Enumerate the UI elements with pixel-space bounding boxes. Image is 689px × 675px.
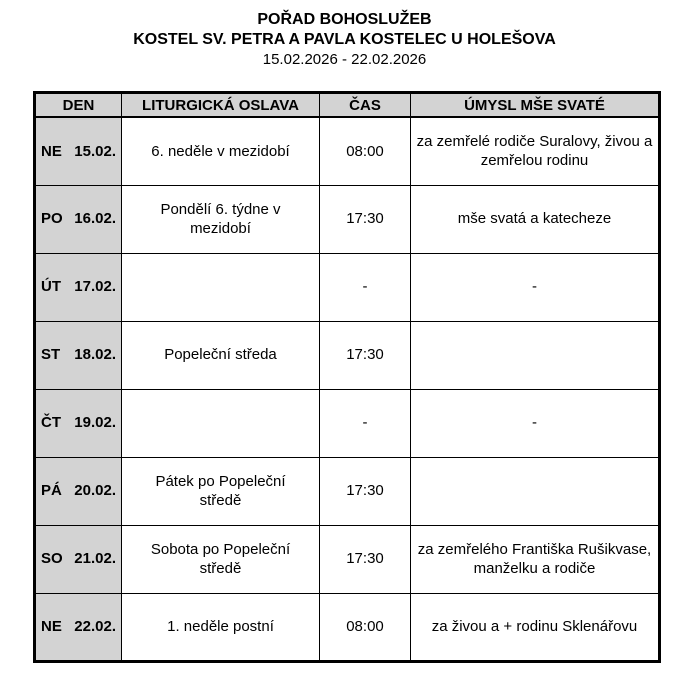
day-inner <box>41 345 116 365</box>
time-cell: 17:30 <box>320 321 411 389</box>
day-abbrev: PÁ <box>41 482 62 500</box>
column-header-den: DEN <box>35 93 122 118</box>
time-cell: 17:30 <box>320 185 411 253</box>
table-row <box>35 389 660 457</box>
table-row <box>35 185 660 253</box>
intention-cell: za zemřelé rodiče Suralovy, živou a zemřelou rodinu <box>411 117 660 185</box>
celebration-cell: Pondělí 6. týdne v mezidobí <box>122 185 320 253</box>
intention-cell <box>411 457 660 525</box>
day-date: 15.02. <box>74 142 116 160</box>
schedule-table <box>33 91 661 663</box>
day-abbrev: ÚT <box>41 278 61 296</box>
column-header-liturgicka-oslava: LITURGICKÁ OSLAVA <box>122 93 320 118</box>
celebration-cell <box>122 389 320 457</box>
day-cell <box>35 117 122 185</box>
day-abbrev: PO <box>41 210 63 228</box>
day-inner <box>41 413 116 433</box>
time-cell: 17:30 <box>320 525 411 593</box>
day-date: 19.02. <box>74 414 116 432</box>
table-row <box>35 321 660 389</box>
day-inner <box>41 617 116 637</box>
header-row <box>35 93 660 118</box>
table-row <box>35 253 660 321</box>
day-cell <box>35 389 122 457</box>
time-cell: 08:00 <box>320 117 411 185</box>
day-cell <box>35 525 122 593</box>
day-cell <box>35 253 122 321</box>
day-date: 17.02. <box>74 278 116 296</box>
day-date: 16.02. <box>74 210 116 228</box>
day-inner <box>41 142 116 162</box>
intention-cell: mše svatá a katecheze <box>411 185 660 253</box>
document-header <box>0 0 689 70</box>
day-abbrev: ČT <box>41 414 61 432</box>
day-inner <box>41 481 116 501</box>
day-cell <box>35 593 122 661</box>
column-header-umysl-mse-svate: ÚMYSL MŠE SVATÉ <box>411 93 660 118</box>
day-abbrev: NE <box>41 142 62 160</box>
day-cell <box>35 321 122 389</box>
celebration-cell: Pátek po Popeleční středě <box>122 457 320 525</box>
day-inner <box>41 277 116 297</box>
time-cell: - <box>320 253 411 321</box>
day-inner <box>41 209 116 229</box>
time-cell: 08:00 <box>320 593 411 661</box>
day-inner <box>41 549 116 569</box>
day-date: 20.02. <box>74 482 116 500</box>
time-cell: 17:30 <box>320 457 411 525</box>
intention-cell: - <box>411 389 660 457</box>
day-date: 18.02. <box>74 346 116 364</box>
table-row <box>35 525 660 593</box>
day-abbrev: ST <box>41 346 61 364</box>
table-row <box>35 593 660 661</box>
schedule-table-body <box>35 117 660 661</box>
intention-cell <box>411 321 660 389</box>
day-abbrev: SO <box>41 550 63 568</box>
day-cell <box>35 457 122 525</box>
schedule-table-head <box>35 93 660 118</box>
celebration-cell: Popeleční středa <box>122 321 320 389</box>
column-header-cas: ČAS <box>320 93 411 118</box>
time-cell: - <box>320 389 411 457</box>
celebration-cell: Sobota po Popeleční středě <box>122 525 320 593</box>
table-row <box>35 117 660 185</box>
intention-cell: za zemřelého Františka Rušikvase, manželku a rodiče <box>411 525 660 593</box>
day-cell <box>35 185 122 253</box>
day-abbrev: NE <box>41 617 62 635</box>
page-title: POŘAD BOHOSLUŽEB <box>257 11 432 28</box>
intention-cell: za živou a + rodinu Sklenářovu <box>411 593 660 661</box>
celebration-cell: 6. neděle v mezidobí <box>122 117 320 185</box>
day-date: 21.02. <box>74 550 116 568</box>
celebration-cell: 1. neděle postní <box>122 593 320 661</box>
date-range: 15.02.2026 - 22.02.2026 <box>262 51 427 68</box>
table-row <box>35 457 660 525</box>
celebration-cell <box>122 253 320 321</box>
page-subtitle: KOSTEL SV. PETRA A PAVLA KOSTELEC U HOLEŠOVA <box>133 31 556 48</box>
day-date: 22.02. <box>74 617 116 635</box>
intention-cell: - <box>411 253 660 321</box>
